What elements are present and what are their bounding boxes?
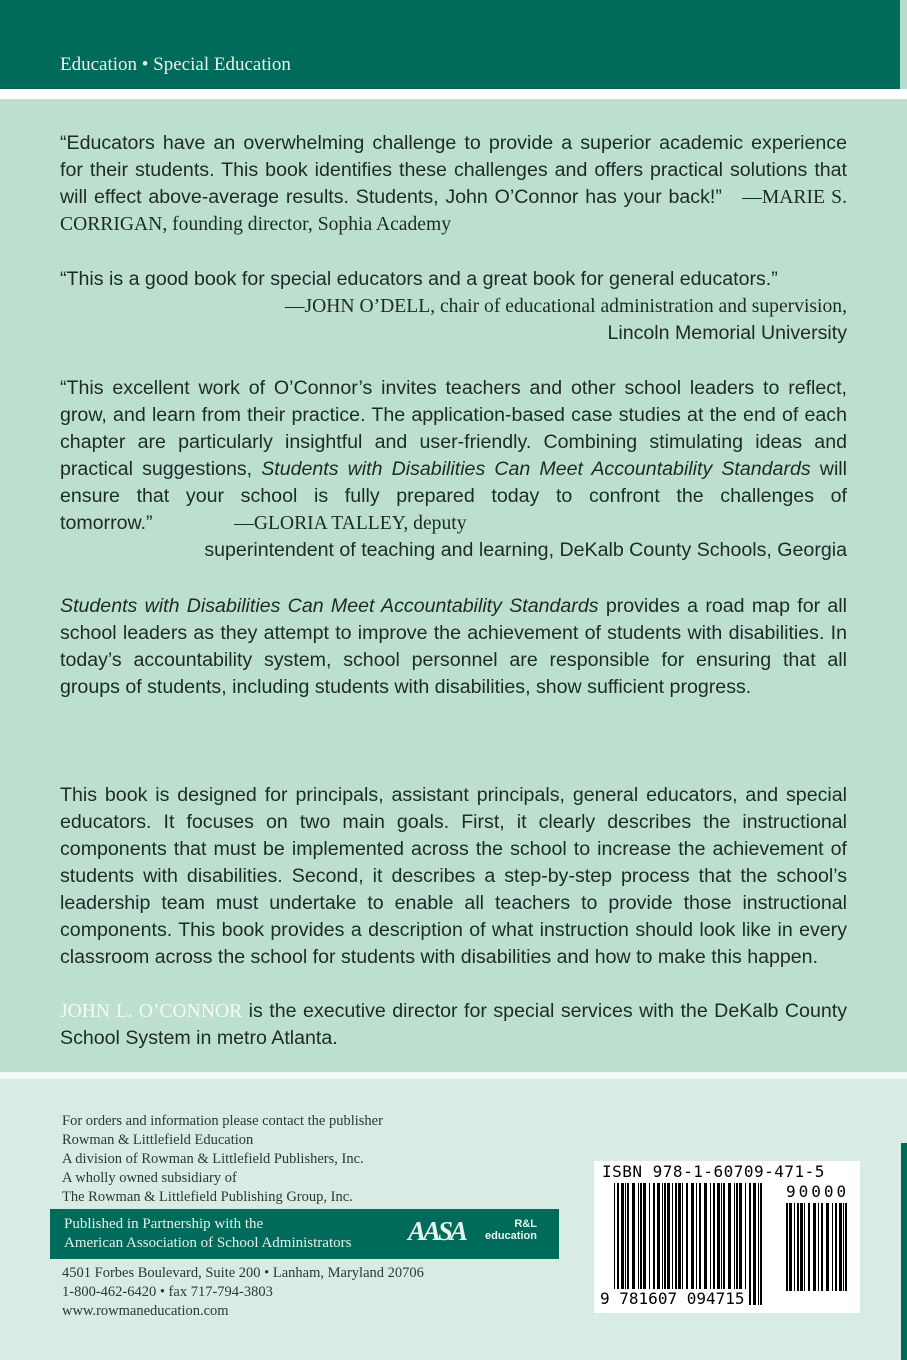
publisher-line: For orders and information please contact the publisher: [62, 1113, 383, 1129]
barcode-bar: [675, 1183, 677, 1305]
quote-attribution-affiliation: Lincoln Memorial University: [607, 322, 847, 344]
author-name: JOHN L. O’CONNOR: [60, 1001, 243, 1022]
addon-bars: [786, 1203, 852, 1291]
divider: [0, 1072, 907, 1079]
rl-education-logo: R&L education: [485, 1218, 537, 1242]
publisher-info: [62, 1112, 383, 1207]
edge-strip: [900, 0, 907, 89]
partnership-line: American Association of School Administrators: [64, 1235, 352, 1251]
barcode-bar: [614, 1183, 615, 1305]
quote-attribution: —MARIE S. CORRIGAN, founding director, Sophia Academy: [60, 187, 847, 235]
barcode-bar: [699, 1183, 701, 1305]
barcode-bar: [649, 1183, 650, 1305]
barcode-bar: [749, 1183, 751, 1305]
barcode-bar: [632, 1183, 635, 1305]
quote-2: [60, 266, 847, 347]
barcode-bar: [640, 1183, 642, 1305]
barcode-bar: [734, 1183, 735, 1305]
barcode-bar: [739, 1183, 742, 1305]
barcode-bar: [813, 1203, 816, 1291]
barcode-bar: [657, 1183, 660, 1305]
barcode-bar: [843, 1203, 844, 1291]
barcode-bar: [691, 1183, 694, 1305]
divider: [0, 89, 907, 99]
author-bio: [60, 998, 847, 1052]
isbn-text: ISBN 978-1-60709-471-5: [602, 1162, 825, 1181]
description-paragraph-1: [60, 593, 847, 701]
address: 4501 Forbes Boulevard, Suite 200 • Lanham, Maryland 20706: [62, 1265, 424, 1281]
barcode-bar: [832, 1203, 833, 1291]
category-label: Education • Special Education: [60, 54, 291, 75]
barcode-bar: [686, 1183, 688, 1305]
barcode-bar: [643, 1183, 646, 1305]
barcode-bar: [760, 1183, 762, 1305]
price-addon: 90000: [786, 1182, 850, 1201]
quote-text: “This is a good book for special educators and a great book for general educators.”: [60, 268, 778, 290]
quote-text: “This excellent work of O’Connor’s invites teachers and other school leaders to reflect, grow, and learn from their practice. The application-based case studies at the end of each chapter are particularly insightful and user-friendly. Combining stimulating ideas and practical suggestions,: [60, 377, 847, 480]
barcode-bar: [821, 1203, 823, 1291]
phone: 1-800-462-6420 • fax 717-794-3803: [62, 1284, 273, 1300]
quote-1: [60, 130, 847, 238]
barcode-bar: [617, 1183, 619, 1305]
barcode-bar: [736, 1183, 738, 1305]
partnership-line: Published in Partnership with the: [64, 1216, 264, 1232]
barcode-bar: [621, 1183, 624, 1305]
barcode-bar: [704, 1183, 707, 1305]
publisher-line: Rowman & Littlefield Education: [62, 1132, 254, 1148]
description-text: provides a road map for all school leaders as they attempt to improve the achievement of students with disabilities. In today’s accountability system, school personnel are responsible for ensuring that all groups of students, including students with disabilities, show sufficient progress.: [60, 595, 847, 698]
publisher-line: A division of Rowman & Littlefield Publishers, Inc.: [62, 1151, 364, 1167]
barcode-bar: [672, 1183, 673, 1305]
barcode-bar: [800, 1203, 803, 1291]
partnership-text: [64, 1215, 351, 1253]
barcode-bar: [818, 1203, 819, 1291]
barcode-bar: [789, 1203, 792, 1291]
barcode-bar: [662, 1183, 663, 1305]
barcode-bar: [678, 1183, 681, 1305]
barcode-bar: [696, 1183, 697, 1305]
edge-strip: [901, 1143, 907, 1360]
barcode-bar: [653, 1183, 655, 1305]
barcode-bar: [758, 1183, 759, 1305]
book-title: Students with Disabilities Can Meet Accountability Standards: [60, 595, 599, 617]
barcode-bar: [835, 1203, 837, 1291]
publisher-line: The Rowman & Littlefield Publishing Group, Inc.: [62, 1189, 353, 1205]
quote-text: will ensure that your school is fully prepared today to confront the challenges of tomorrow.”: [60, 458, 848, 534]
barcode-bar: [794, 1203, 795, 1291]
quote-text: “Educators have an overwhelming challenge to provide a superior academic experience for their students. This book identifies these challenges and offers practical solutions that will effect above-average results. Students, John O’Connor has your back!”: [60, 132, 847, 208]
barcode-bar: [808, 1203, 810, 1291]
barcode-bar: [682, 1183, 683, 1305]
quote-3: [60, 375, 847, 564]
barcode-bar: [625, 1183, 626, 1305]
barcode-bars: [614, 1183, 764, 1305]
barcode-bar: [797, 1203, 799, 1291]
barcode-bar: [804, 1203, 805, 1291]
ean-digits: [598, 1289, 747, 1308]
barcode-bar: [717, 1183, 720, 1305]
book-title: Students with Disabilities Can Meet Accountability Standards: [261, 458, 811, 480]
barcode-bar: [826, 1203, 829, 1291]
ean-first-digit: 9: [600, 1289, 610, 1308]
quote-attribution: —GLORIA TALLEY, deputy: [234, 513, 467, 534]
publisher-contact: [62, 1264, 424, 1321]
quote-attribution-affiliation: superintendent of teaching and learning, DeKalb County Schools, Georgia: [204, 539, 847, 561]
barcode-bar: [721, 1183, 722, 1305]
partnership-band: [50, 1209, 559, 1259]
website-link[interactable]: www.rowmaneducation.com: [62, 1303, 229, 1319]
barcode-bar: [728, 1183, 731, 1305]
barcode-bar: [845, 1203, 847, 1291]
ean-rest-digits: 781607 094715: [619, 1289, 745, 1308]
aasa-logo: AASA: [408, 1216, 466, 1246]
quote-attribution: —JOHN O’DELL, chair of educational administration and supervision,: [284, 296, 847, 317]
barcode-bar: [667, 1183, 670, 1305]
description-paragraph-2: This book is designed for principals, assistant principals, general educators, and special educators. It focuses on two main goals. First, it clearly describes the instructional components that must be implemented across the school to increase the achievement of students with disabilities. Second, it describes a step-by-step process that the school’s leadership team must undertake to enable all teachers to provide those instructional components. This book provides a description of what instruction should look like in every classroom across the school for students with disabilities and how to make this happen.: [60, 784, 847, 968]
barcode-bar: [664, 1183, 666, 1305]
barcode-bar: [627, 1183, 629, 1305]
author-bio-text: is the executive director for special services with the DeKalb County School System in metro Atlanta.: [60, 1000, 847, 1049]
barcode-bar: [786, 1203, 788, 1291]
barcode-bar: [713, 1183, 715, 1305]
barcode-bar: [710, 1183, 711, 1305]
barcode-bar: [638, 1183, 639, 1305]
isbn-barcode: [594, 1161, 860, 1313]
barcode-bar: [839, 1203, 842, 1291]
barcode-bar: [723, 1183, 725, 1305]
barcode-bar: [745, 1183, 746, 1305]
publisher-line: A wholly owned subsidiary of: [62, 1170, 237, 1186]
barcode-bar: [753, 1183, 756, 1305]
